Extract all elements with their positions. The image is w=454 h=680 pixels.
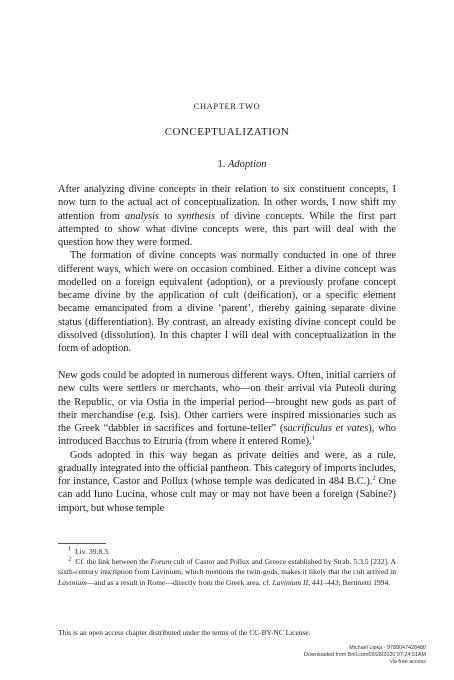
paragraph-private-deities	[58, 449, 396, 515]
footnotes	[58, 547, 396, 588]
footer-line-access: via free access	[390, 659, 426, 666]
emphasis: sacrificulus et vates	[283, 423, 369, 434]
text-run: , 441–443; Bertinetti 1994.	[308, 577, 391, 587]
footnote-1: $^1$ Liv. 39.8.3.	[68, 545, 110, 556]
text-run: After analyzing divine concepts in their relation to six constituent concepts, I now turn to the actual act of conceptualization. In other words, I now shift my attention from	[58, 184, 396, 222]
emphasis: Lavinium	[58, 577, 87, 587]
footnote-2: $^2$ Cf. the link between the Forum cult of Castor and Pollux and Greece established by Strab. 5.3.5 [232]. A sixth-century inscription from Lavinium, which mentions the twin-gods, makes it likely that the cult arrived in Lavinium—and as a result in Rome—directly from the Greek area, cf. Lavinium II, 441–443; Bertinetti 1994.	[58, 555, 397, 587]
text-run: of divine concepts. While the first part attempted to show what divine concepts were, this part will deal with the question how they were formed.	[58, 210, 397, 248]
emphasis: analysis	[125, 210, 160, 222]
text-run: ), who introduced Bacchus to Etruria (from where it entered Rome).	[58, 423, 396, 448]
footer-line-download: Downloaded from Brill.com05/28/2020 07:24:51AM	[304, 652, 426, 659]
section-number: 1.	[217, 159, 226, 170]
body-text-block-1	[58, 183, 396, 355]
section-heading	[0, 159, 454, 170]
text-run: One can add Iuno Lucina, whose cult may or may not have been a foreign (Sabine?) import, but whose temple	[58, 476, 396, 514]
chapter-label: CHAPTER TWO	[193, 101, 261, 111]
open-access-notice: This is an open access chapter distributed under the terms of the CC-BY-NC License.	[58, 628, 311, 637]
download-footer	[304, 645, 426, 667]
paragraph-intro	[58, 183, 396, 249]
emphasis: synthesis	[177, 210, 216, 222]
paragraph-formation: The formation of divine concepts was normally conducted in one of three different ways, which were on occasion combined. Either a divine concept was modelled on a foreign equivalent (adoption), or a previously profane concept became divine by the application of cult (deification), or a specific element became emancipated from a divine ‘parent’, thereby gaining separate divine status (differentiation). By contrast, an already existing divine concept could be dissolved (dissolution). In this chapter I will deal with conceptualization in the form of adoption.	[58, 250, 396, 354]
emphasis: Forum	[150, 557, 172, 567]
text-run: Gods adopted in this way began as private deities and were, as a rule, gradually integrated into the official pantheon. This category of imports includes, for instance, Castor and Pollux (whose temple was dedicated in 484 B.C.).	[58, 449, 396, 487]
text-run: Liv. 39.8.3.	[75, 547, 110, 556]
paragraph-adoption	[58, 369, 396, 449]
body-text-block-2	[58, 369, 396, 515]
footnote-ref-2[interactable]: 2	[372, 474, 376, 482]
text-run: —and as a result in Rome—directly from the Greek area, cf.	[86, 577, 273, 587]
chapter-title: CONCEPTUALIZATION	[164, 126, 290, 138]
footnote-ref-1[interactable]: 1	[311, 434, 315, 442]
emphasis: Lavinium II	[272, 577, 309, 587]
text-run: cult of Castor and Pollux and Greece established by Strab. 5.3.5 [232]. A sixth-century inscription from Lavinium, which mentions the twin-gods, makes it likely that the cult arrived in	[58, 557, 397, 577]
footnote-divider	[58, 543, 106, 544]
text-run: to	[159, 210, 178, 222]
footer-line-author: Michael Lipka - 9789047428480	[349, 645, 426, 651]
section-title: Adoption	[228, 159, 267, 170]
text-run: Cf. the link between the	[75, 557, 151, 567]
text-run: New gods could be adopted in numerous different ways. Often, initial carriers of new cults were settlers or merchants, who—on their arrival via Puteoli during the Republic, or via Ostia in the imperial period—brought new gods as part of their merchandise (e.g. Isis). Other carriers were inspired missionaries such as the Greek “dabbler in sacrifices and fortune-teller” (	[58, 370, 396, 434]
